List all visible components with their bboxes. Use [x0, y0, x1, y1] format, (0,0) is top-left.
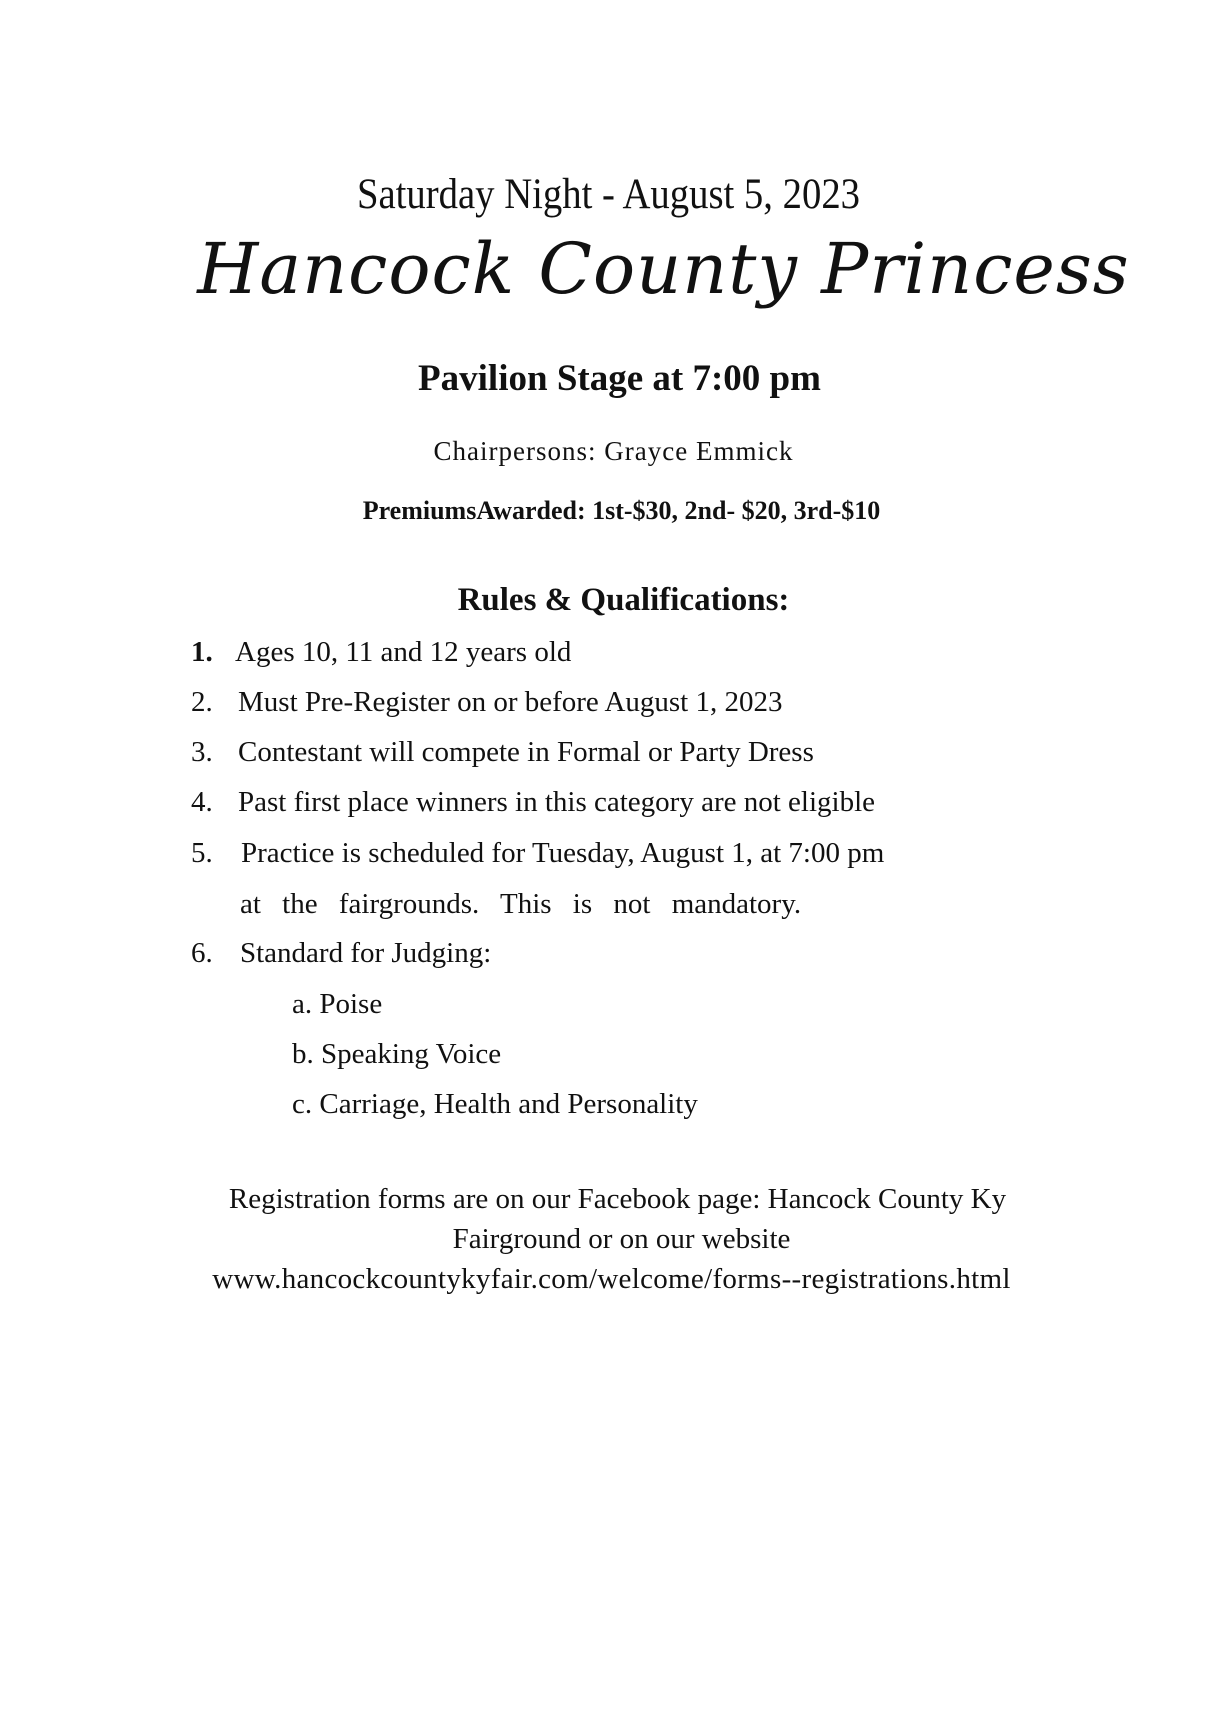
rule-number: 2.	[191, 686, 213, 718]
judging-criterion-c: c. Carriage, Health and Personality	[292, 1088, 698, 1120]
event-date: Saturday Night - August 5, 2023	[356, 171, 861, 218]
rule-text: Past first place winners in this category are not eligible	[238, 786, 876, 818]
rule-text: Ages 10, 11 and 12 years old	[235, 636, 572, 668]
registration-note: Registration forms are on our Facebook page: Hancock County Ky	[228, 1183, 1007, 1215]
rule-text: Contestant will compete in Formal or Party Dress	[238, 736, 814, 768]
rule-number: 1.	[191, 636, 213, 668]
venue-time: Pavilion Stage at 7:00 pm	[418, 358, 821, 399]
rule-number: 4.	[191, 786, 213, 818]
rule-number: 6.	[191, 937, 213, 969]
judging-criterion-b: b. Speaking Voice	[292, 1038, 502, 1070]
rule-text: Practice is scheduled for Tuesday, August 1, at 7:00 pm	[241, 837, 885, 869]
rule-item-5-continuation: at the fairgrounds. This is not mandatory.	[240, 888, 802, 920]
premiums-awarded: PremiumsAwarded: 1st-$30, 2nd- $20, 3rd-$10	[362, 496, 881, 525]
rule-text: Standard for Judging:	[240, 937, 492, 969]
judging-criterion-a: a. Poise	[292, 988, 383, 1020]
registration-note-cont: Fairground or on our website	[452, 1223, 791, 1255]
event-title: Hancock County Princess	[197, 228, 1130, 310]
rule-number: 3.	[191, 736, 213, 768]
rules-heading: Rules & Qualifications:	[457, 582, 790, 618]
rule-number: 5.	[191, 837, 213, 869]
chairpersons: Chairpersons: Grayce Emmick	[433, 436, 794, 466]
registration-url: www.hancockcountykyfair.com/welcome/forms--registrations.html	[212, 1263, 1011, 1295]
rule-text: Must Pre-Register on or before August 1, 2023	[238, 686, 783, 718]
